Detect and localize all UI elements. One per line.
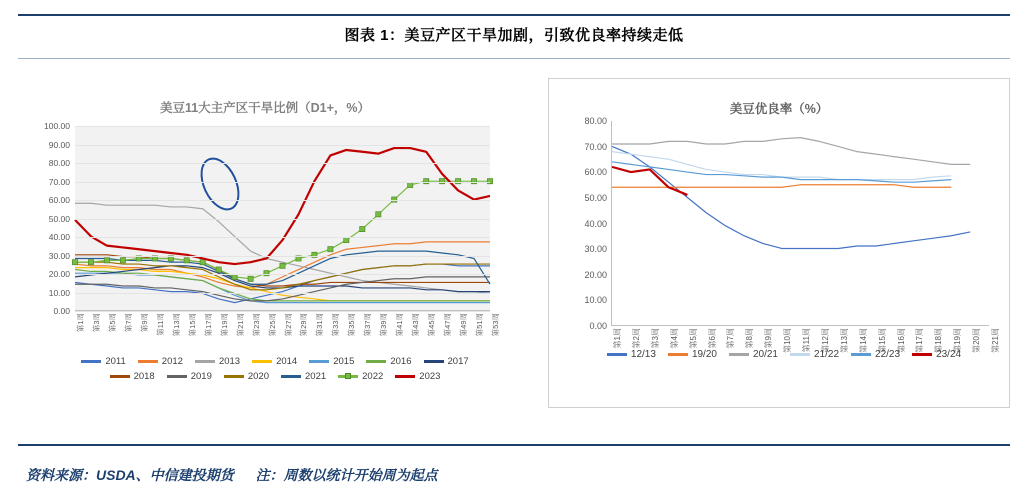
x-axis-tick: 第8周 [745,328,755,349]
x-axis-tick: 第11周 [155,313,165,336]
gridline [75,256,490,257]
y-axis-tick: 70.00 [584,141,607,152]
x-axis-tick: 第49周 [459,313,469,337]
x-axis-tick: 第20周 [972,328,982,353]
legend-label: 2011 [105,356,126,367]
gridline [75,237,490,238]
y-axis-tick: 70.00 [48,176,70,187]
y-axis-tick: 80.00 [48,158,70,168]
x-axis-tick: 第27周 [283,313,293,337]
legend-swatch [252,360,272,363]
y-axis-tick: 30.00 [584,244,607,255]
x-axis-tick: 第21周 [235,313,245,337]
series-marker [328,247,333,252]
x-axis-tick: 第7周 [123,313,133,333]
legend-item[interactable] [729,349,778,360]
legend-label: 2021 [305,371,327,382]
chart-drought-plot [44,121,500,337]
legend-swatch [912,353,932,356]
x-axis-tick: 第1周 [613,328,622,349]
legend-item[interactable] [668,349,717,360]
legend-swatch [195,360,215,363]
legend-label: 2020 [247,371,269,382]
y-axis-tick: 40.00 [48,232,70,242]
x-axis-tick: 第7周 [726,328,736,349]
series-line [612,185,951,187]
x-axis-tick: 第4周 [669,328,679,349]
legend-item[interactable] [395,371,440,382]
series-marker [248,276,253,281]
series-marker [104,258,109,263]
y-axis-tick: 80.00 [584,116,607,126]
legend-label: 2013 [218,356,241,367]
legend-item[interactable] [167,371,212,382]
source-line [26,465,438,485]
y-axis-tick: 0.00 [53,306,70,316]
y-axis-tick: 20.00 [48,269,70,279]
y-axis-tick: 0.00 [589,321,607,331]
y-axis-tick: 20.00 [584,269,607,280]
x-axis-tick: 第39周 [379,313,389,337]
legend-swatch [424,360,444,363]
x-axis-tick: 第10周 [783,328,793,353]
y-axis-tick: 10.00 [48,287,70,298]
series-marker [72,260,77,265]
series-marker [296,256,301,261]
x-axis-tick: 第16周 [896,328,906,353]
series-marker [184,258,189,263]
x-axis-tick: 第15周 [877,328,887,353]
series-marker [376,212,381,217]
legend-item[interactable] [424,356,469,367]
title-underline [18,58,1010,59]
x-axis-tick: 第25周 [267,313,277,337]
legend-item[interactable] [281,371,326,382]
legend-swatch [851,353,871,356]
y-axis-tick: 60.00 [48,195,70,205]
chart-drought-title: 美豆11大主产区干旱比例（D1+，%） [159,101,371,115]
x-axis-tick: 第11周 [802,328,811,353]
legend-swatch [668,353,688,356]
series-marker [408,182,413,187]
legend-item[interactable] [790,349,839,360]
chart-goodrate-plot [584,116,1000,353]
x-axis-tick: 第17周 [915,328,925,353]
legend-label: 2023 [419,371,441,382]
legend-label: 19/20 [691,349,717,360]
legend-swatch [110,375,130,378]
x-axis-tick: 第9周 [764,328,774,349]
x-axis-tick: 第1周 [76,313,85,333]
chart-drought-panel [20,78,510,408]
y-axis-tick: 40.00 [584,218,607,229]
legend-swatch [395,375,415,378]
legend-swatch [167,375,187,378]
source-note: 注：周数以统计开始周为起点 [255,467,438,483]
series-line [612,152,951,180]
x-axis-tick: 第5周 [107,313,117,333]
x-axis-tick: 第13周 [839,328,849,353]
top-divider [18,14,1010,16]
x-axis-tick: 第3周 [91,313,101,333]
legend-swatch [366,360,386,363]
legend-label: 2012 [161,356,183,367]
x-axis-tick: 第6周 [707,328,717,349]
y-axis-tick: 90.00 [48,139,70,150]
series-marker [136,256,141,261]
y-axis-tick: 100.00 [44,121,70,131]
legend-label: 2017 [447,356,469,367]
gridline [75,311,490,312]
series-marker [360,226,365,231]
chart-drought-legend [55,356,495,382]
series-marker [280,263,285,268]
x-axis-tick: 第18周 [934,328,944,353]
x-axis-tick: 第29周 [299,313,309,337]
legend-swatch [338,375,358,378]
series-line [612,138,970,165]
x-axis-tick: 第14周 [858,328,868,353]
legend-swatch [607,353,627,356]
legend-label: 2015 [333,356,355,367]
x-axis-tick: 第45周 [427,313,437,337]
legend-label: 20/21 [752,349,778,360]
chart-goodrate-series [612,121,989,325]
x-axis-tick: 第5周 [688,328,698,349]
legend-swatch [309,360,329,363]
legend-label: 12/13 [630,349,656,360]
legend-label: 2018 [133,371,155,382]
x-axis-tick: 第31周 [315,313,325,337]
legend-item[interactable] [309,356,354,367]
series-marker [168,256,173,261]
x-axis-tick: 第33周 [331,313,341,337]
series-marker [152,256,157,261]
legend-swatch [81,360,101,363]
x-axis-tick: 第47周 [443,313,453,337]
series-marker [344,237,349,242]
series-marker [232,274,237,279]
series-marker [200,260,205,265]
chart-goodrate-legend [594,349,974,360]
series-line [75,148,490,264]
legend-label: 21/22 [814,349,840,360]
x-axis-tick: 第37周 [363,313,373,337]
legend-item[interactable] [81,356,125,367]
y-axis-tick: 30.00 [48,250,70,261]
chart-goodrate-title: 美豆优良率（%） [729,102,829,116]
gridline [75,163,490,164]
series-marker [120,258,125,263]
legend-swatch [790,353,810,356]
gridline [75,200,490,201]
legend-swatch [281,375,301,378]
gridline [75,145,490,146]
legend-item[interactable] [195,356,240,367]
x-axis-tick: 第53周 [491,313,500,337]
legend-item[interactable] [338,371,383,382]
gridline [75,293,490,294]
bottom-divider [18,444,1010,446]
legend-label: 2014 [276,356,298,367]
legend-label: 23/24 [936,349,962,360]
page-title: 图表 1：美豆产区干旱加剧，引致优良率持续走低 [344,27,684,44]
legend-item[interactable] [851,349,900,360]
x-axis-tick: 第41周 [395,313,405,337]
legend-item[interactable] [366,356,411,367]
x-axis-tick: 第35周 [347,313,357,337]
series-marker [88,260,93,265]
series-line [612,146,970,248]
x-axis-tick: 第12周 [820,328,830,353]
x-axis-tick: 第21周 [991,328,1000,353]
gridline [75,274,490,275]
source-text: 资料来源：USDA、中信建投期货 [26,467,234,483]
y-axis-tick: 60.00 [584,167,607,178]
x-axis-tick: 第51周 [475,313,485,337]
y-axis-tick: 10.00 [584,295,607,306]
legend-item[interactable] [138,356,183,367]
x-axis-tick: 第13周 [171,313,181,337]
x-axis-tick: 第2周 [631,328,641,349]
legend-swatch [138,360,158,363]
x-axis-tick: 第19周 [219,313,229,337]
legend-swatch [729,353,749,356]
x-axis-tick: 第19周 [953,328,963,353]
series-marker [216,267,221,272]
legend-item[interactable] [607,349,656,360]
x-axis-tick: 第15周 [187,313,197,337]
legend-item[interactable] [252,356,297,367]
legend-label: 2019 [190,371,212,382]
x-axis-tick: 第9周 [139,313,149,333]
chart-goodrate-panel [548,78,1010,408]
y-axis-tick: 50.00 [48,213,70,224]
legend-label: 2016 [390,356,412,367]
legend-item[interactable] [224,371,269,382]
x-axis-tick: 第43周 [411,313,421,337]
x-axis-tick: 第17周 [203,313,213,337]
legend-label: 2022 [362,371,384,382]
y-axis-tick: 50.00 [584,192,607,203]
gridline [75,219,490,220]
legend-label: 22/23 [875,349,901,360]
gridline [75,182,490,183]
legend-item[interactable] [110,371,155,382]
x-axis-tick: 第3周 [650,328,660,349]
legend-item[interactable] [912,349,961,360]
gridline [75,126,490,127]
x-axis-tick: 第23周 [251,313,261,337]
legend-swatch [224,375,244,378]
